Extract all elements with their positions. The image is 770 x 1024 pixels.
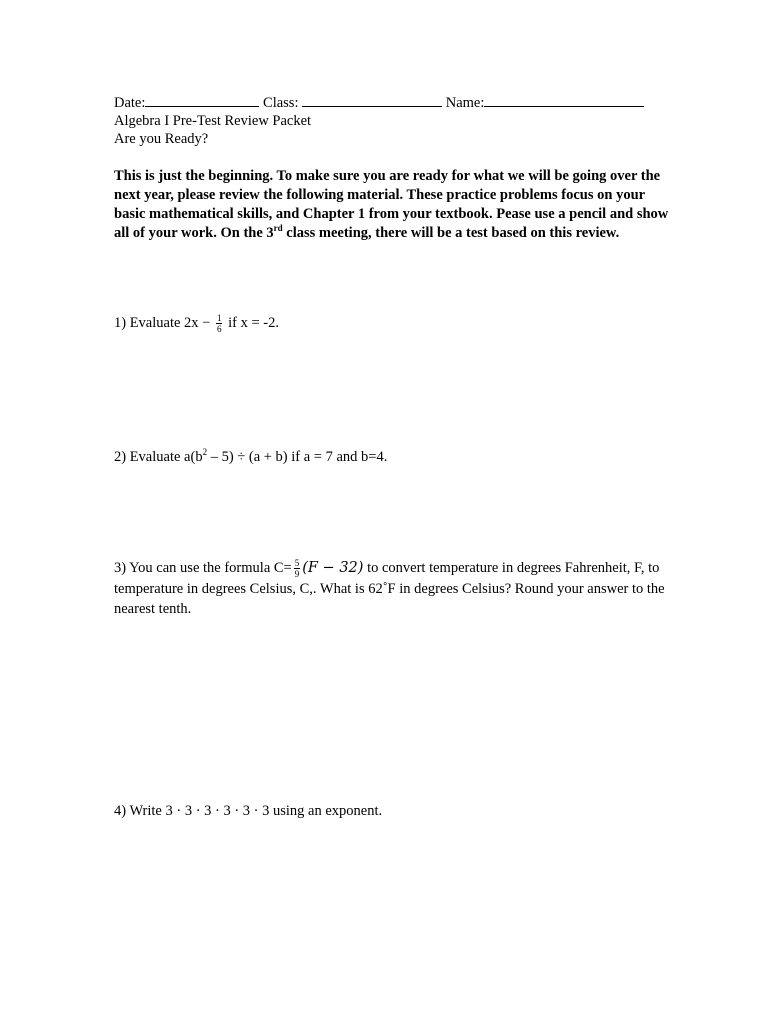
intro-superscript: rd — [273, 223, 283, 234]
question-4: 4) Write 3 · 3 · 3 · 3 · 3 · 3 using an exponent. — [114, 803, 383, 819]
date-label: Date: — [114, 95, 146, 111]
q3-fraction-denominator: 9 — [294, 569, 300, 580]
q3-suffix: to convert temperature in degrees Fahrenheit, F, to temperature in degrees Celsius, C,. What is 62˚F in degrees Celsius? Round your answer to the nearest tenth. — [114, 560, 665, 618]
class-blank — [302, 94, 442, 107]
question-1 — [114, 313, 674, 334]
q1-fraction-numerator: 1 — [216, 313, 222, 324]
intro-text-part1: This is just the beginning. To make sure you are ready for what we will be going over the next year, please review the following material. These practice problems focus on your basic mathematical skills, and Chapter 1 from your textbook. Pease use a pencil and show all of your work. On the 3 — [114, 168, 669, 241]
q1-prefix: 1) Evaluate 2x − — [114, 315, 211, 331]
name-blank — [484, 94, 644, 107]
q3-fraction-numerator: 5 — [294, 558, 300, 569]
q1-fraction-denominator: 6 — [216, 324, 222, 335]
q3-fraction — [294, 558, 301, 579]
q2-exponent: 2 — [202, 447, 208, 458]
intro-paragraph — [114, 167, 674, 243]
packet-title: Algebra I Pre-Test Review Packet — [114, 113, 312, 129]
question-2 — [114, 447, 674, 467]
q2-suffix: – 5) ÷ (a + b) if a = 7 and b=4. — [207, 449, 388, 465]
class-label: Class: — [263, 95, 299, 111]
q2-prefix: 2) Evaluate a(b — [114, 449, 203, 465]
packet-subtitle: Are you Ready? — [114, 131, 209, 147]
q1-suffix: if x = -2. — [224, 315, 279, 331]
date-blank — [145, 94, 259, 107]
q3-formula: (F − 32) — [302, 560, 364, 576]
header-fields-row — [114, 94, 644, 112]
q1-fraction — [216, 313, 223, 334]
question-3 — [114, 558, 674, 619]
q3-prefix: 3) You can use the formula C= — [114, 560, 292, 576]
name-label: Name: — [445, 95, 485, 111]
intro-text-part2: class meeting, there will be a test based on this review. — [282, 225, 620, 241]
